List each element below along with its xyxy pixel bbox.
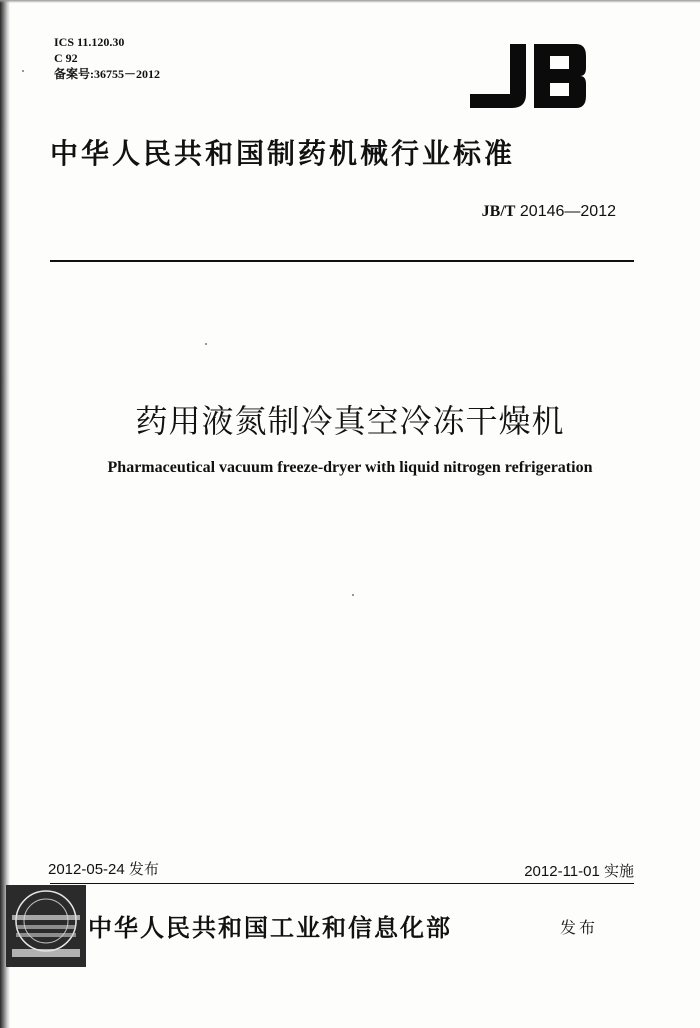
ics-code: ICS 11.120.30	[54, 35, 125, 49]
document-title-chinese: 药用液氮制冷真空冷冻干燥机	[135, 402, 565, 440]
header-divider	[50, 260, 634, 262]
standard-code: 20146—2012	[519, 203, 616, 220]
implementation-date: 2012-11-01 实施	[524, 863, 634, 880]
scan-left-edge	[0, 0, 10, 1028]
scan-speck	[352, 594, 354, 596]
issuing-authority: 中华人民共和国工业和信息化部	[88, 914, 452, 942]
scan-speck	[22, 70, 24, 72]
issue-date: 2012-05-24 发布	[48, 861, 159, 878]
scan-speck	[205, 343, 207, 345]
publisher-stamp	[6, 885, 86, 967]
footer-divider	[50, 883, 634, 884]
industry-standard-title: 中华人民共和国制药机械行业标准	[50, 137, 516, 170]
jb-logo	[470, 44, 588, 108]
standard-prefix: JB/T	[481, 203, 516, 220]
issuer-action: 发布	[560, 918, 599, 937]
document-title-english: Pharmaceutical vacuum freeze-dryer with liquid nitrogen refrigeration	[107, 459, 593, 476]
ccs-code: C 92	[54, 51, 78, 65]
record-number: 备案号:36755－2012	[54, 67, 160, 81]
standard-number	[482, 203, 616, 221]
classification-block	[54, 34, 160, 82]
scan-top-edge	[0, 0, 700, 3]
